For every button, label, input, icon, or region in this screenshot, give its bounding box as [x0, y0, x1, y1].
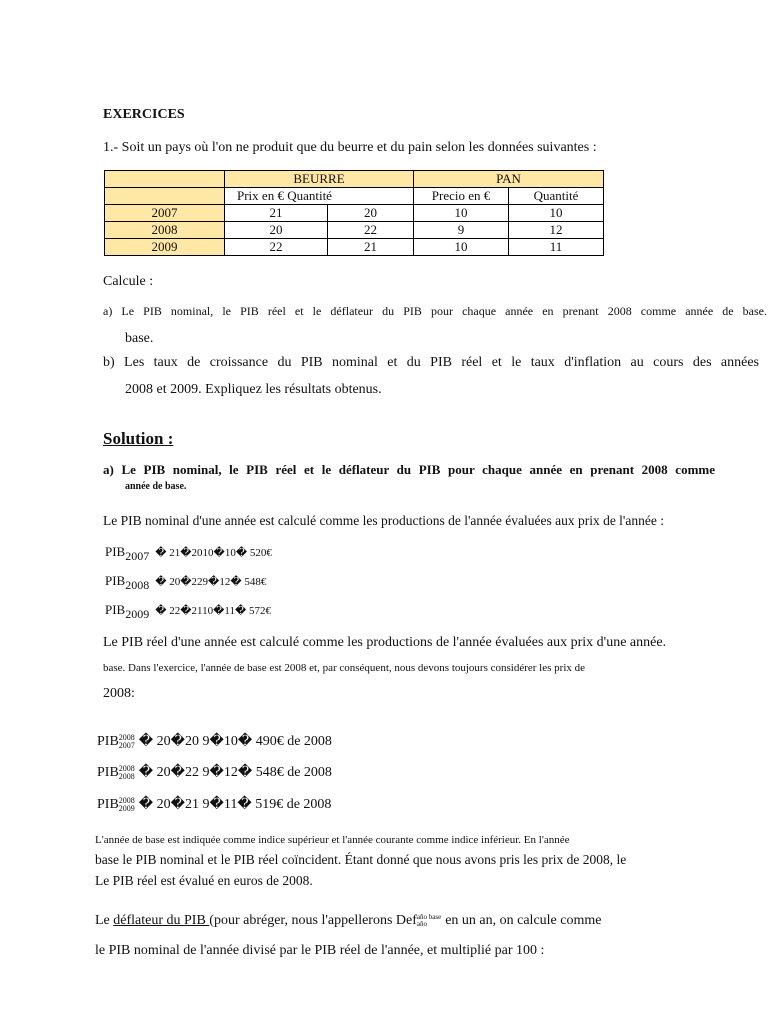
- table-corner-cell: [105, 188, 225, 205]
- table-year-cell: 2007: [105, 205, 225, 222]
- table-cell: 10: [414, 205, 509, 222]
- table-subheader: Precio en €: [414, 188, 509, 205]
- base-year-note: L'année de base est indiquée comme indice supérieur et l'année courante comme indice inférieur. En l'année: [95, 834, 570, 846]
- table-group-header-pan: PAN: [414, 171, 604, 188]
- question-a: a) Le PIB nominal, le PIB réel et le déflateur du PIB pour chaque année en prenant 2008 comme année de base.: [103, 304, 767, 318]
- exercises-title: EXERCICES: [103, 107, 185, 122]
- nominal-gdp-paragraph: Le PIB nominal d'une année est calculé comme les productions de l'année évaluées aux prix de l'année :: [103, 513, 664, 528]
- table-cell: 11: [509, 239, 604, 256]
- table-subheader: Prix en € Quantité: [225, 188, 414, 205]
- base-year-note: Le PIB réel est évalué en euros de 2008.: [95, 873, 313, 888]
- nominal-gdp-formula: $PIB_{2008}$ � 20�229�12� 548€: [105, 573, 267, 592]
- real-gdp-paragraph: 2008:: [103, 686, 135, 701]
- table-cell: 20: [225, 222, 328, 239]
- real-gdp-paragraph: Le PIB réel d'une année est calculé comme les productions de l'année évaluées aux prix d'une année.: [103, 635, 667, 650]
- table-cell: 21: [328, 239, 414, 256]
- nominal-gdp-formula: $PIB_{2009}$ � 22�2110�11� 572€: [105, 602, 272, 621]
- real-gdp-formula: PIB 2008 2009 � 20�21 9�11� 519€ de 2008: [97, 795, 332, 813]
- table-cell: 22: [225, 239, 328, 256]
- table-cell: 10: [509, 205, 604, 222]
- table-corner-cell: [105, 171, 225, 188]
- question-b-continuation: 2008 et 2009. Expliquez les résultats obtenus.: [125, 382, 382, 397]
- solution-heading: Solution :: [103, 429, 174, 448]
- question-b: b) Les taux de croissance du PIB nominal et du PIB réel et le taux d'inflation au cours des années: [103, 355, 759, 370]
- table-row: [105, 205, 604, 222]
- table-cell: 22: [328, 222, 414, 239]
- table-cell: 21: [225, 205, 328, 222]
- table-cell: 20: [328, 205, 414, 222]
- table-row: [105, 222, 604, 239]
- solution-a-continuation: année de base.: [125, 481, 187, 492]
- table-cell: 10: [414, 239, 509, 256]
- table-cell: 9: [414, 222, 509, 239]
- table-group-header-beurre: BEURRE: [225, 171, 414, 188]
- calcule-label: Calcule :: [103, 274, 154, 289]
- table-subheader: Quantité: [509, 188, 604, 205]
- nominal-gdp-formula: $PIB_{2007}$ � 21�2010�10� 520€: [105, 544, 272, 563]
- exercise-intro: 1.- Soit un pays où l'on ne produit que du beurre et du pain selon les données suivantes :: [103, 140, 597, 155]
- real-gdp-formula: PIB 2008 2007 � 20�20 9�10� 490€ de 2008: [97, 732, 332, 750]
- table-year-cell: 2009: [105, 239, 225, 256]
- solution-a-heading: a) Le PIB nominal, le PIB réel et le déflateur du PIB pour chaque année en prenant 2008 comme: [103, 462, 715, 477]
- question-a-continuation: base.: [125, 331, 154, 346]
- table-header-row: [105, 171, 604, 188]
- base-year-note: base le PIB nominal et le PIB réel coïncident. Étant donné que nous avons pris les prix de 2008, le: [95, 852, 627, 867]
- deflator-paragraph: Le déflateur du PIB (pour abréger, nous l'appellerons Def año base año en un an, on calcule comme: [95, 912, 602, 928]
- table-row: [105, 239, 604, 256]
- data-table: [104, 170, 604, 256]
- table-cell: 12: [509, 222, 604, 239]
- real-gdp-paragraph: base. Dans l'exercice, l'année de base est 2008 et, par conséquent, nous devons toujours considérer les prix de: [103, 662, 586, 674]
- real-gdp-formula: PIB 2008 2008 � 20�22 9�12� 548€ de 2008: [97, 763, 332, 781]
- table-year-cell: 2008: [105, 222, 225, 239]
- deflator-term: déflateur du PIB: [113, 913, 210, 928]
- table-subheader-row: [105, 188, 604, 205]
- deflator-paragraph: le PIB nominal de l'année divisé par le PIB réel de l'année, et multiplié par 100 :: [95, 943, 545, 958]
